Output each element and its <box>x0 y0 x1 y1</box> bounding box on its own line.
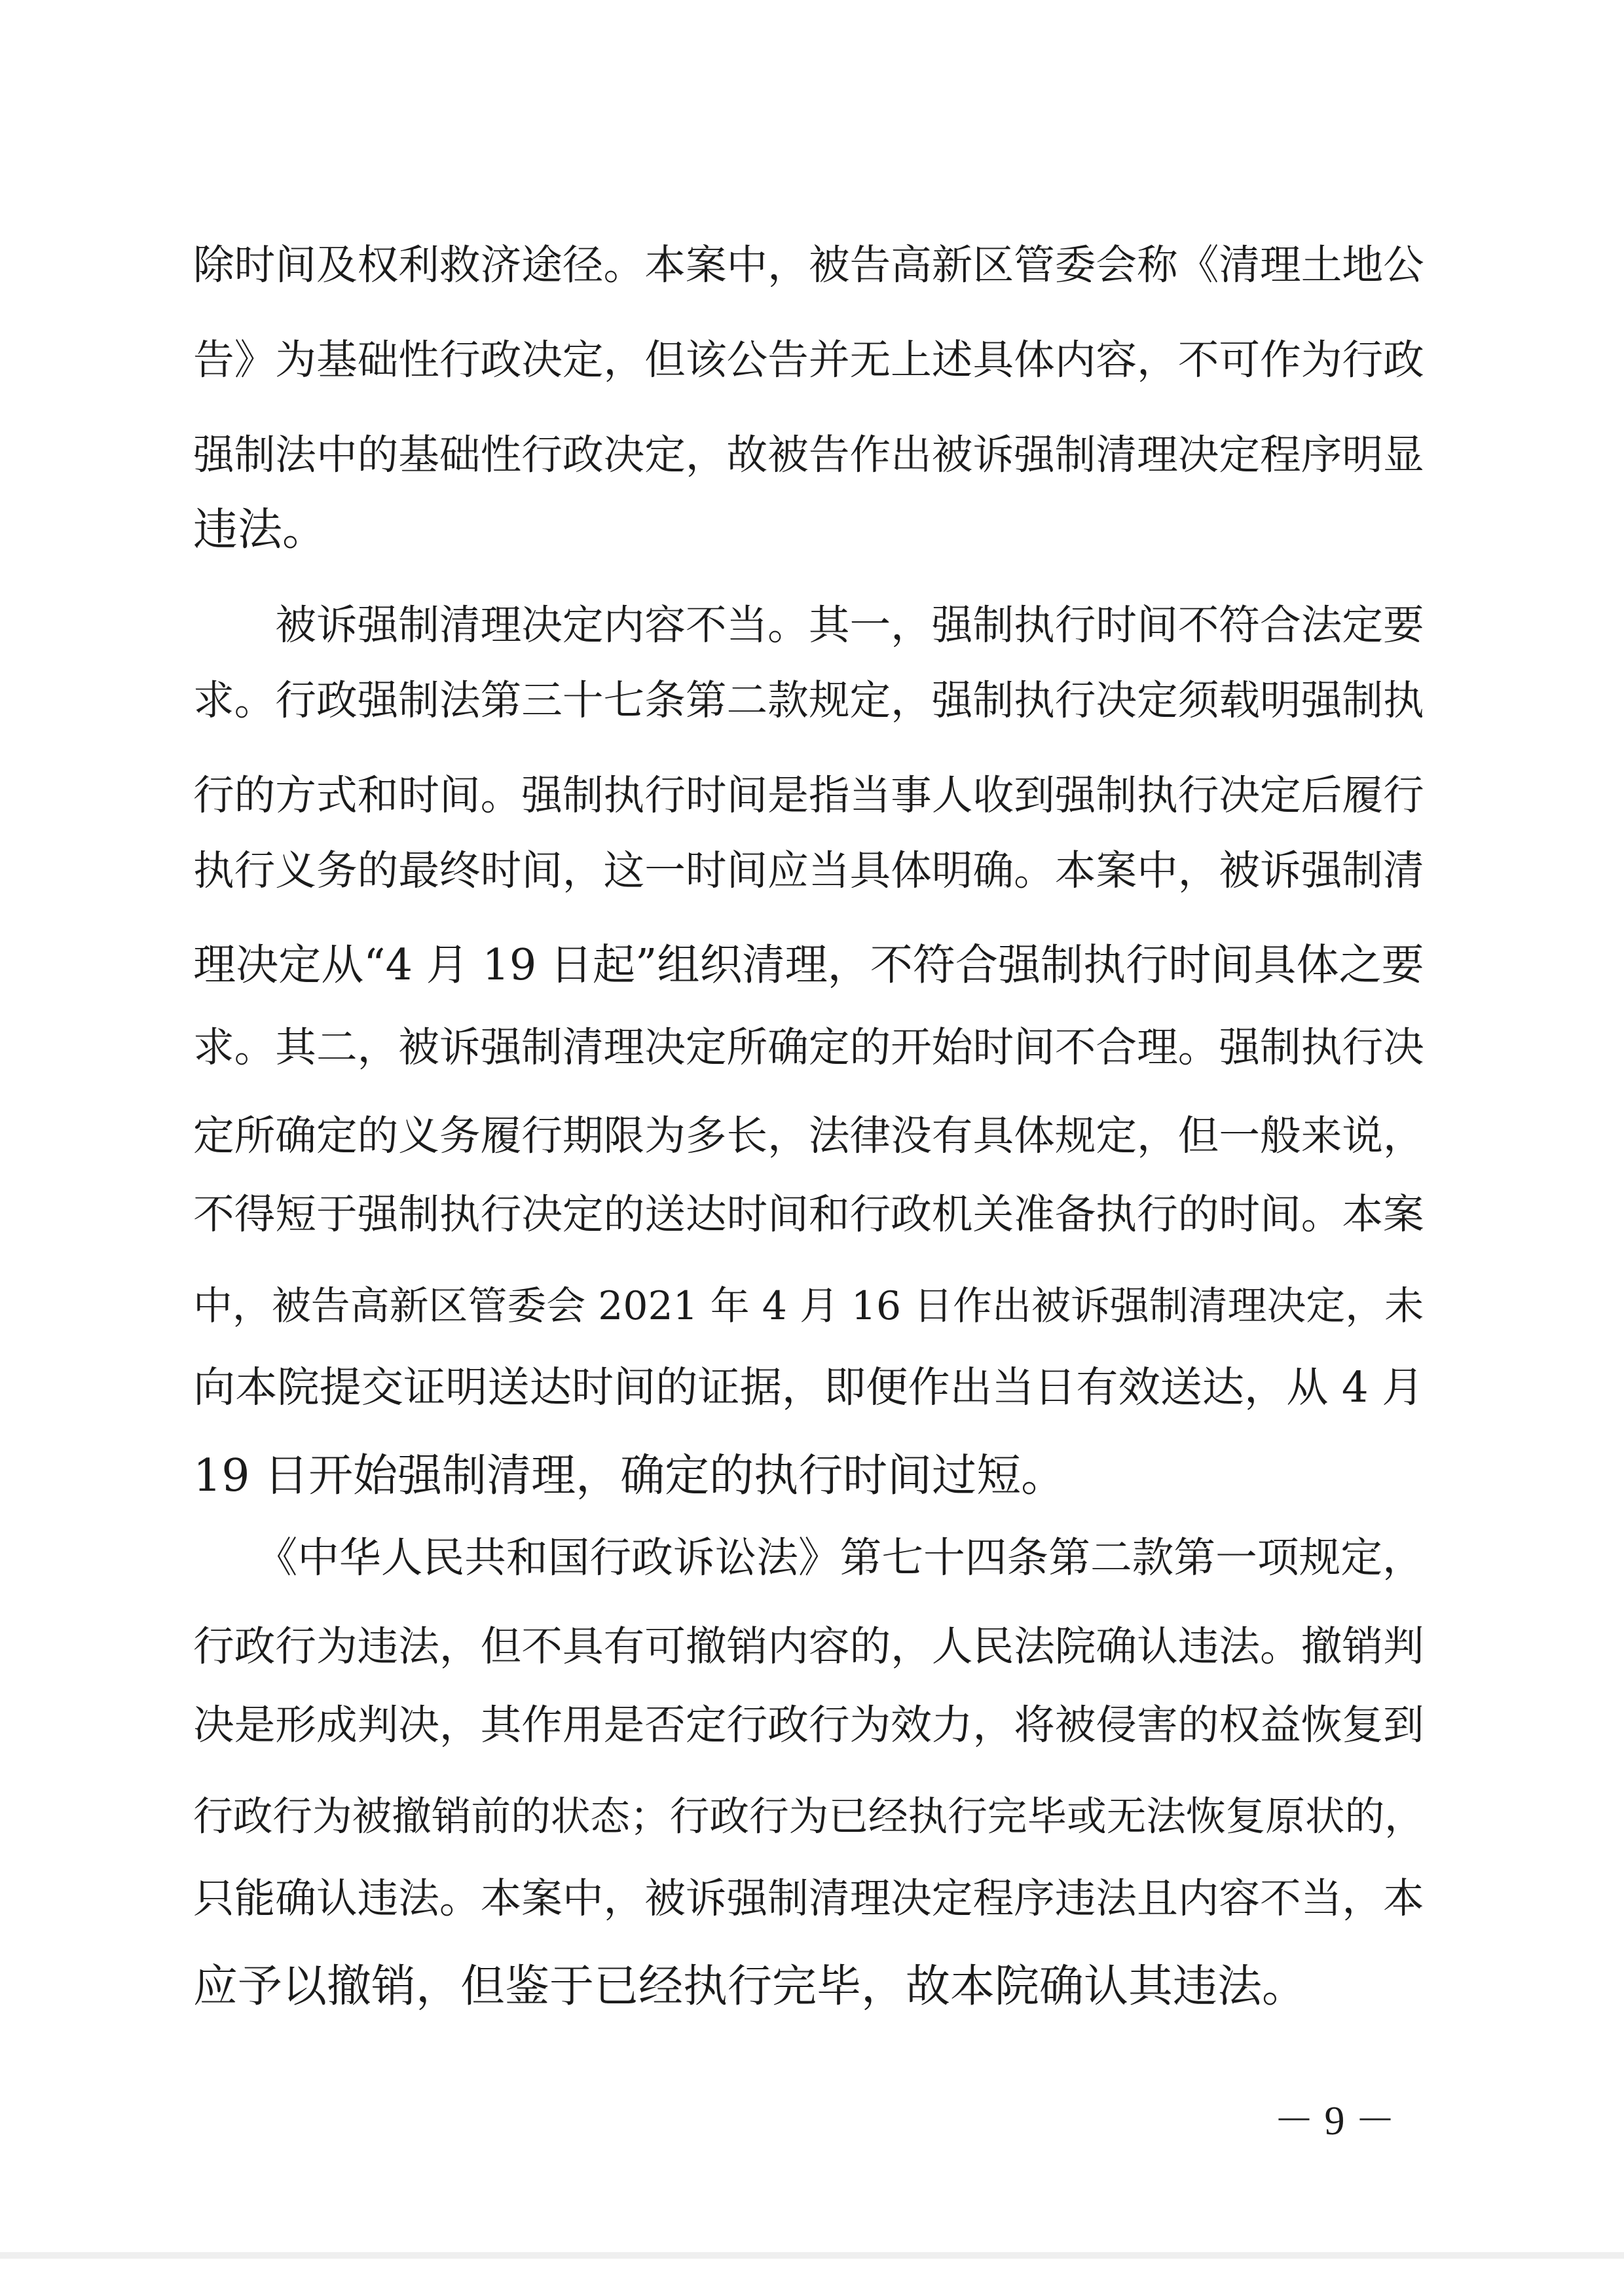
text-line: 19 日开始强制清理，确定的执行时间过短。 <box>193 1450 1066 1502</box>
text-line: 只能确认违法。本案中，被诉强制清理决定程序违法且内容不当，本 <box>193 1874 1424 1922</box>
text-line: 中，被告高新区管委会 2021 年 4 月 16 日作出被诉强制清理决定，未 <box>193 1283 1424 1329</box>
scan-edge-line <box>0 2252 1624 2259</box>
text-line: 理决定从“4 月 19 日起”组织清理，不符合强制执行时间具体之要 <box>193 941 1424 990</box>
text-line: 求。其二，被诉强制清理决定所确定的开始时间不合理。强制执行决 <box>193 1023 1424 1071</box>
text-line: 行的方式和时间。强制执行时间是指当事人收到强制执行决定后履行 <box>193 771 1424 819</box>
text-line: 执行义务的最终时间，这一时间应当具体明确。本案中，被诉强制清 <box>193 847 1424 894</box>
text-line: 向本院提交证明送达时间的证据，即便作出当日有效送达，从 4 月 <box>193 1363 1424 1412</box>
text-line: 违法。 <box>193 504 327 556</box>
text-line: 求。行政强制法第三十七条第二款规定，强制执行决定须载明强制执 <box>193 676 1424 724</box>
text-line: 除时间及权利救济途径。本案中，被告高新区管委会称《清理土地公 <box>193 241 1424 289</box>
text-line: 强制法中的基础性行政决定，故被告作出被诉强制清理决定程序明显 <box>193 431 1424 479</box>
text-line: 告》为基础性行政决定，但该公告并无上述具体内容，不可作为行政 <box>193 336 1424 384</box>
text-line: 应予以撤销，但鉴于已经执行完毕，故本院确认其违法。 <box>193 1961 1307 2013</box>
text-line: 决是形成判决，其作用是否定行政行为效力，将被侵害的权益恢复到 <box>193 1701 1424 1749</box>
text-line: 行政行为违法，但不具有可撤销内容的，人民法院确认违法。撤销判 <box>193 1622 1424 1670</box>
text-line: 行政行为被撤销前的状态；行政行为已经执行完毕或无法恢复原状的， <box>193 1794 1424 1840</box>
text-line: 定所确定的义务履行期限为多长，法律没有具体规定，但一般来说， <box>193 1112 1424 1159</box>
page-number: － 9 － <box>1274 2099 1396 2143</box>
text-line: 不得短于强制执行决定的送达时间和行政机关准备执行的时间。本案 <box>193 1190 1424 1238</box>
text-line: 被诉强制清理决定内容不当。其一，强制执行时间不符合法定要 <box>193 601 1424 649</box>
text-line: 《中华人民共和国行政诉讼法》第七十四条第二款第一项规定， <box>193 1534 1424 1582</box>
